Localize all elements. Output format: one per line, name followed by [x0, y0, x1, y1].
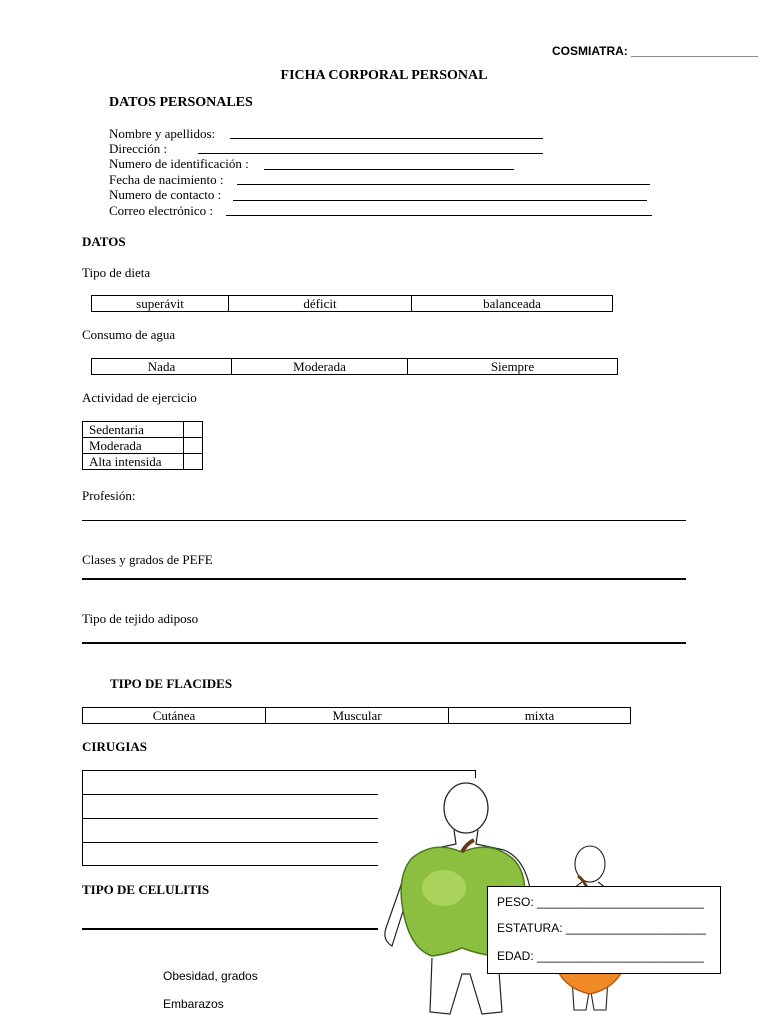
measurements-box	[487, 886, 721, 974]
dieta-options-row	[91, 295, 613, 312]
section-heading-flacides: TIPO DE FLACIDES	[110, 676, 233, 691]
label-actividad-ejercicio: Actividad de ejercicio	[82, 390, 197, 405]
input-nombre[interactable]	[230, 138, 543, 139]
section-heading-cirugias: CIRUGIAS	[82, 739, 148, 754]
input-celulitis[interactable]	[82, 928, 378, 930]
label-profesion: Profesión:	[82, 488, 136, 503]
section-heading-datos-personales: DATOS PERSONALES	[109, 95, 253, 110]
peso-field[interactable]: PESO: _________________________	[497, 895, 704, 909]
option-mixta[interactable]: mixta	[524, 708, 555, 723]
option-moderada-ejercicio: Moderada	[83, 438, 184, 454]
label-contacto: Numero de contacto :	[109, 187, 222, 202]
option-deficit[interactable]: déficit	[229, 296, 412, 311]
option-moderada-agua[interactable]: Moderada	[232, 359, 408, 374]
label-nombre: Nombre y apellidos:	[109, 126, 216, 141]
label-correo: Correo electrónico :	[109, 203, 213, 218]
table-row	[83, 422, 203, 438]
input-nacimiento[interactable]	[237, 184, 650, 185]
section-heading-datos: DATOS	[82, 234, 126, 249]
label-consumo-agua: Consumo de agua	[82, 327, 176, 342]
ejercicio-table	[82, 421, 203, 470]
checkbox-moderada[interactable]	[184, 438, 203, 454]
option-sedentaria: Sedentaria	[83, 422, 184, 438]
label-tejido-adiposo: Tipo de tejido adiposo	[82, 611, 199, 626]
option-siempre[interactable]: Siempre	[490, 359, 535, 374]
label-direccion: Dirección :	[109, 141, 168, 156]
label-tipo-dieta: Tipo de dieta	[82, 265, 151, 280]
edad-field[interactable]: EDAD: _________________________	[497, 949, 704, 963]
input-correo[interactable]	[226, 215, 652, 216]
input-profesion[interactable]	[82, 520, 686, 521]
estatura-field[interactable]: ESTATURA: _____________________	[497, 921, 707, 935]
table-row	[83, 438, 203, 454]
option-nada[interactable]: Nada	[92, 359, 232, 374]
option-alta-intensidad: Alta intensida	[83, 454, 184, 470]
form-title: FICHA CORPORAL PERSONAL	[280, 68, 488, 83]
label-pefe: Clases y grados de PEFE	[82, 552, 213, 567]
checkbox-sedentaria[interactable]	[184, 422, 203, 438]
table-row	[83, 454, 203, 470]
input-direccion[interactable]	[198, 153, 543, 154]
item-obesidad: Obesidad, grados	[163, 969, 258, 983]
label-identificacion: Numero de identificación :	[109, 156, 249, 171]
input-contacto[interactable]	[233, 200, 647, 201]
option-balanceada[interactable]: balanceada	[483, 296, 541, 311]
cosmiatra-field[interactable]: COSMIATRA: ___________________	[552, 44, 758, 58]
item-embarazos: Embarazos	[163, 997, 224, 1011]
checkbox-alta-intensidad[interactable]	[184, 454, 203, 470]
input-tejido-adiposo[interactable]	[82, 642, 686, 644]
option-muscular[interactable]: Muscular	[266, 708, 449, 723]
agua-options-row	[91, 358, 618, 375]
label-nacimiento: Fecha de nacimiento :	[109, 172, 224, 187]
option-superavit[interactable]: superávit	[92, 296, 229, 311]
option-cutanea[interactable]: Cutánea	[83, 708, 266, 723]
input-identificacion[interactable]	[264, 169, 514, 170]
input-pefe[interactable]	[82, 578, 686, 580]
flacidez-options-row	[82, 707, 631, 724]
section-heading-celulitis: TIPO DE CELULITIS	[82, 882, 210, 897]
